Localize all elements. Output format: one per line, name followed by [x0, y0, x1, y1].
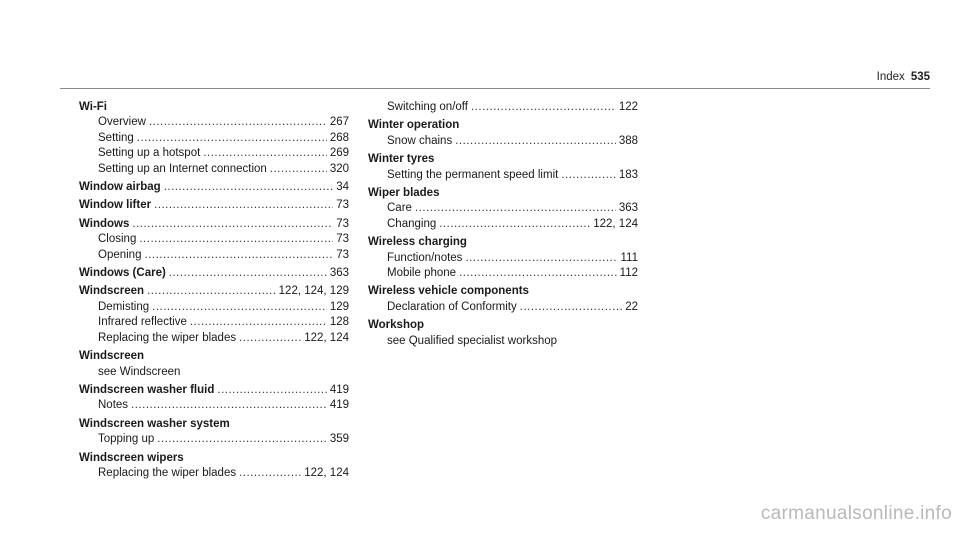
- subentry-pages[interactable]: 122, 124: [304, 331, 349, 344]
- entry-heading-row: [79, 284, 349, 299]
- entry-heading-row: [368, 118, 638, 133]
- leader-dots: [144, 248, 333, 263]
- see-reference: see Qualified specialist workshop: [387, 334, 558, 347]
- entry-heading-pages[interactable]: 73: [336, 217, 349, 230]
- subentry-pages[interactable]: 419: [329, 399, 349, 412]
- leader-dots: [154, 198, 333, 213]
- header-divider: [60, 88, 930, 89]
- subentry-label: Notes: [98, 399, 129, 412]
- leader-dots: [131, 398, 327, 413]
- entry-heading-pages[interactable]: 122, 124, 129: [278, 285, 349, 298]
- subentry-pages[interactable]: 122: [618, 101, 638, 113]
- subentry-row: [368, 217, 638, 232]
- subentry-pages[interactable]: 183: [618, 168, 638, 181]
- index-column-right: [368, 100, 638, 352]
- subentry-pages[interactable]: 268: [329, 131, 349, 144]
- entry-heading-label: Windows (Care): [79, 267, 166, 280]
- subentry-pages[interactable]: 122, 124: [593, 217, 638, 230]
- subentry-pages[interactable]: 112: [619, 267, 638, 280]
- index-entry: [368, 284, 638, 315]
- subentry-pages[interactable]: 363: [618, 202, 638, 215]
- subentry-label: Changing: [387, 217, 437, 230]
- entry-heading-row: [79, 266, 349, 281]
- entry-heading-label: Window airbag: [79, 181, 161, 194]
- entry-heading-row: [368, 186, 638, 201]
- entry-heading-label: Windscreen washer fluid: [79, 383, 215, 396]
- leader-dots: [190, 315, 327, 330]
- subentry-pages[interactable]: 129: [329, 300, 349, 313]
- subentry-row: [368, 134, 638, 149]
- index-entry: [79, 266, 349, 281]
- subentry-pages[interactable]: 22: [625, 300, 638, 313]
- subentry-row: [79, 131, 349, 146]
- entry-heading-label: Wireless charging: [368, 236, 467, 249]
- leader-dots: [157, 432, 327, 447]
- index-entry: [79, 284, 349, 346]
- subentry-row: [79, 315, 349, 330]
- subentry-row: [368, 201, 638, 216]
- leader-dots: [239, 331, 301, 346]
- index-entry: [79, 451, 349, 482]
- subentry-row: [79, 162, 349, 177]
- index-entry: [79, 217, 349, 263]
- index-column-left: [79, 100, 349, 484]
- subentry-row: [79, 432, 349, 447]
- leader-dots: [561, 168, 615, 183]
- subentry-label: Function/notes: [387, 251, 463, 264]
- entry-heading-row: [79, 451, 349, 466]
- entry-heading-label: Workshop: [368, 319, 425, 332]
- subentry-label: Replacing the wiper blades: [98, 331, 237, 344]
- subentry-label: Setting up a hotspot: [98, 147, 201, 160]
- entry-heading-row: [368, 284, 638, 299]
- subentry-label: Overview: [98, 116, 146, 129]
- entry-heading-label: Wireless vehicle components: [368, 285, 529, 298]
- entry-heading-label: Winter operation: [368, 119, 460, 132]
- leader-dots: [520, 300, 622, 315]
- page-number: 535: [910, 71, 930, 83]
- see-reference: see Windscreen: [98, 365, 181, 378]
- leader-dots: [270, 162, 327, 177]
- subentry-label: Mobile phone: [387, 267, 457, 280]
- entry-heading-pages[interactable]: 363: [329, 267, 349, 280]
- index-entry: [368, 100, 638, 115]
- leader-dots: [164, 180, 334, 195]
- index-entry: [368, 118, 638, 149]
- subentry-row: [79, 232, 349, 247]
- subentry-row: [79, 300, 349, 315]
- entry-heading-label: Wiper blades: [368, 187, 440, 200]
- subentry-row: [79, 331, 349, 346]
- entry-heading-row: [79, 180, 349, 195]
- entry-heading-row: [79, 417, 349, 432]
- entry-heading-label: Windscreen washer system: [79, 417, 230, 430]
- index-entry: [79, 417, 349, 448]
- index-entry: [368, 186, 638, 232]
- subentry-pages[interactable]: 267: [329, 116, 349, 129]
- subentry-label: Opening: [98, 248, 142, 261]
- leader-dots: [137, 131, 327, 146]
- entry-heading-label: Wi-Fi: [79, 101, 107, 113]
- leader-dots: [239, 466, 301, 481]
- subentry-row: [368, 168, 638, 183]
- index-entry: [79, 180, 349, 195]
- leader-dots: [471, 100, 616, 115]
- subentry-label: Snow chains: [387, 134, 453, 147]
- subentry-pages[interactable]: 122, 124: [304, 466, 349, 479]
- index-entry: [368, 318, 638, 349]
- leader-dots: [465, 251, 617, 266]
- leader-dots: [459, 266, 617, 281]
- subentry-pages[interactable]: 128: [329, 316, 349, 329]
- leader-dots: [147, 284, 276, 299]
- entry-heading-pages[interactable]: 73: [336, 199, 349, 212]
- entry-heading-label: Windscreen: [79, 285, 145, 298]
- subentry-pages[interactable]: 111: [620, 251, 638, 264]
- subentry-label: Setting: [98, 131, 134, 144]
- subentry-row: [368, 251, 638, 266]
- entry-heading-pages[interactable]: 34: [336, 181, 349, 194]
- leader-dots: [132, 217, 333, 232]
- subentry-pages[interactable]: 73: [336, 248, 349, 261]
- leader-dots: [415, 201, 616, 216]
- leader-dots: [217, 383, 326, 398]
- leader-dots: [203, 146, 327, 161]
- page-header: [877, 71, 930, 83]
- subentry-label: Demisting: [98, 300, 150, 313]
- subentry-pages[interactable]: 359: [329, 433, 349, 446]
- subentry-row: [368, 266, 638, 281]
- subentry-label: Closing: [98, 233, 137, 246]
- subentry-label: Topping up: [98, 433, 155, 446]
- subentry-pages[interactable]: 269: [329, 147, 349, 160]
- subentry-label: Declaration of Conformity: [387, 300, 517, 313]
- entry-heading-label: Window lifter: [79, 199, 152, 212]
- subentry-label: Setting the permanent speed limit: [387, 168, 559, 181]
- subentry-label: Replacing the wiper blades: [98, 466, 237, 479]
- leader-dots: [169, 266, 327, 281]
- entry-heading-row: [368, 152, 638, 167]
- leader-dots: [149, 115, 327, 130]
- subentry-row: [368, 300, 638, 315]
- entry-heading-row: [79, 100, 349, 115]
- watermark: carmanualsonline.info: [760, 503, 952, 524]
- subentry-label: Switching on/off: [387, 101, 468, 113]
- entry-heading-row: [368, 318, 638, 333]
- subentry-row: [79, 466, 349, 481]
- subentry-row: [368, 100, 638, 115]
- header-label: Index: [876, 71, 905, 83]
- subentry-label: Care: [387, 202, 412, 215]
- leader-dots: [439, 217, 590, 232]
- index-entry: [368, 235, 638, 281]
- subentry-row: [79, 146, 349, 161]
- entry-heading-label: Windows: [79, 217, 130, 230]
- entry-heading-row: [79, 349, 349, 364]
- subentry-row: [79, 115, 349, 130]
- leader-dots: [139, 232, 333, 247]
- subentry-pages[interactable]: 388: [618, 134, 638, 147]
- entry-heading-pages[interactable]: 419: [329, 383, 349, 396]
- entry-heading-label: Windscreen: [79, 350, 145, 363]
- entry-heading-row: [79, 198, 349, 213]
- leader-dots: [455, 134, 616, 149]
- index-entry: [79, 198, 349, 213]
- subentry-row: [79, 248, 349, 263]
- entry-heading-row: [79, 383, 349, 398]
- subentry-label: Infrared reflective: [98, 316, 187, 329]
- index-entry: [79, 349, 349, 380]
- entry-heading-label: Winter tyres: [368, 153, 435, 166]
- entry-heading-row: [79, 217, 349, 232]
- entry-heading-label: Windscreen wipers: [79, 451, 184, 464]
- subentry-row: [79, 398, 349, 413]
- index-entry: [79, 383, 349, 414]
- subentry-label: Setting up an Internet connection: [98, 162, 267, 175]
- index-entry: [79, 100, 349, 177]
- index-entry: [368, 152, 638, 183]
- leader-dots: [152, 300, 327, 315]
- subentry-pages[interactable]: 320: [329, 162, 349, 175]
- entry-heading-row: [368, 235, 638, 250]
- subentry-pages[interactable]: 73: [336, 233, 349, 246]
